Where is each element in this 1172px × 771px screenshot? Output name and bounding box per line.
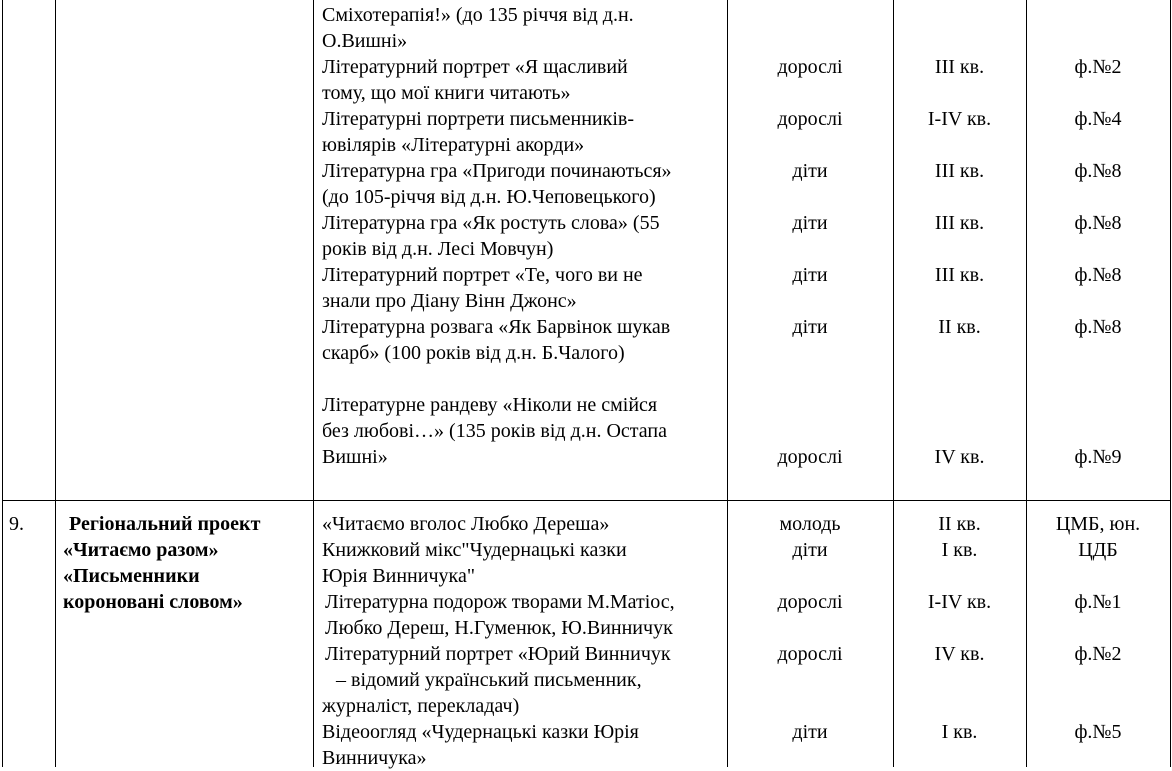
- audience-cell: діти: [792, 316, 828, 338]
- event-line: ювілярів «Літературні акорди»: [322, 134, 585, 156]
- event-line: Літературна подорож творами М.Матіос,: [325, 591, 675, 613]
- quarter-cell: ІІ кв.: [938, 316, 981, 338]
- quarter-cell: І кв.: [941, 721, 978, 743]
- table-border-right: [1170, 0, 1171, 767]
- audience-cell: молодь: [779, 513, 841, 535]
- event-line: Юрія Винничука": [322, 565, 475, 587]
- event-line: «Читаємо вголос Любко Дереша»: [322, 513, 610, 535]
- branch-cell: ф.№4: [1074, 108, 1122, 130]
- event-line: Літературне рандеву «Ніколи не смійся: [322, 394, 658, 416]
- event-line: (до 105-річчя від д.н. Ю.Чеповецького): [322, 186, 656, 208]
- event-line: Любко Дереш, Н.Гуменюк, Ю.Винничук: [325, 617, 673, 639]
- quarter-cell: ІІІ кв.: [934, 264, 985, 286]
- branch-cell: ф.№5: [1074, 721, 1122, 743]
- quarter-cell: ІІІ кв.: [934, 56, 985, 78]
- table-col-divider-1: [55, 0, 56, 767]
- quarter-cell: ІІІ кв.: [934, 160, 985, 182]
- event-line: Винничука»: [322, 747, 427, 769]
- event-line: О.Вишні»: [322, 30, 408, 52]
- event-line: знали про Діану Вінн Джонс»: [322, 290, 577, 312]
- audience-cell: дорослі: [777, 591, 843, 613]
- event-line: Сміхотерапія!» (до 135 річчя від д.н.: [322, 4, 634, 26]
- event-line: Літературний портрет «Юрий Винничук: [325, 643, 671, 665]
- table-row-divider: [2, 500, 1171, 501]
- project-title-line: «Читаємо разом»: [63, 539, 219, 561]
- quarter-cell: ІV кв.: [934, 643, 985, 665]
- quarter-cell: І-ІV кв.: [927, 108, 992, 130]
- audience-cell: діти: [792, 160, 828, 182]
- event-line: тому, що мої книги читають»: [322, 82, 571, 104]
- event-line: журналіст, перекладач): [322, 695, 520, 717]
- branch-cell: ф.№9: [1074, 446, 1122, 468]
- audience-cell: дорослі: [777, 108, 843, 130]
- event-line: Літературна гра «Як ростуть слова» (55: [322, 212, 660, 234]
- event-line: скарб» (100 років від д.н. Б.Чалого): [322, 342, 625, 364]
- project-title-line: «Письменники: [63, 565, 200, 587]
- audience-cell: дорослі: [777, 56, 843, 78]
- quarter-cell: І-ІV кв.: [927, 591, 992, 613]
- branch-cell: ф.№1: [1074, 591, 1122, 613]
- event-line: Літературна гра «Пригоди починаються»: [322, 160, 672, 182]
- audience-cell: діти: [792, 264, 828, 286]
- project-title-line: Регіональний проект: [69, 513, 261, 535]
- event-line: – відомий український письменник,: [336, 669, 642, 691]
- table-border-left: [2, 0, 3, 767]
- branch-cell: ф.№8: [1074, 212, 1122, 234]
- audience-cell: діти: [792, 212, 828, 234]
- branch-cell: ф.№8: [1074, 264, 1122, 286]
- event-line: Літературний портрет «Те, чого ви не: [322, 264, 643, 286]
- event-line: Літературна розвага «Як Барвінок шукав: [322, 316, 671, 338]
- event-line: Літературні портрети письменників-: [322, 108, 635, 130]
- audience-cell: діти: [792, 539, 828, 561]
- project-title-line: короновані словом»: [63, 591, 243, 613]
- event-line: Вишні»: [322, 446, 388, 468]
- event-line: без любові…» (135 років від д.н. Остапа: [322, 420, 667, 442]
- quarter-cell: І кв.: [941, 539, 978, 561]
- branch-cell: ф.№8: [1074, 160, 1122, 182]
- audience-cell: дорослі: [777, 446, 843, 468]
- event-line: Відеоогляд «Чудернацькі казки Юрія: [322, 721, 639, 743]
- table-col-divider-2: [313, 0, 314, 767]
- quarter-cell: ІІІ кв.: [934, 212, 985, 234]
- quarter-cell: ІV кв.: [934, 446, 985, 468]
- branch-cell: ф.№8: [1074, 316, 1122, 338]
- branch-cell: ф.№2: [1074, 56, 1122, 78]
- branch-cell: ЦДБ: [1078, 539, 1118, 561]
- branch-cell: ЦМБ, юн.: [1055, 513, 1141, 535]
- audience-cell: діти: [792, 721, 828, 743]
- event-line: Книжковий мікс"Чудернацькі казки: [322, 539, 627, 561]
- event-line: років від д.н. Лесі Мовчун): [322, 238, 554, 260]
- event-line: Літературний портрет «Я щасливий: [322, 56, 628, 78]
- quarter-cell: ІІ кв.: [938, 513, 981, 535]
- branch-cell: ф.№2: [1074, 643, 1122, 665]
- audience-cell: дорослі: [777, 643, 843, 665]
- row-number: 9.: [9, 513, 24, 535]
